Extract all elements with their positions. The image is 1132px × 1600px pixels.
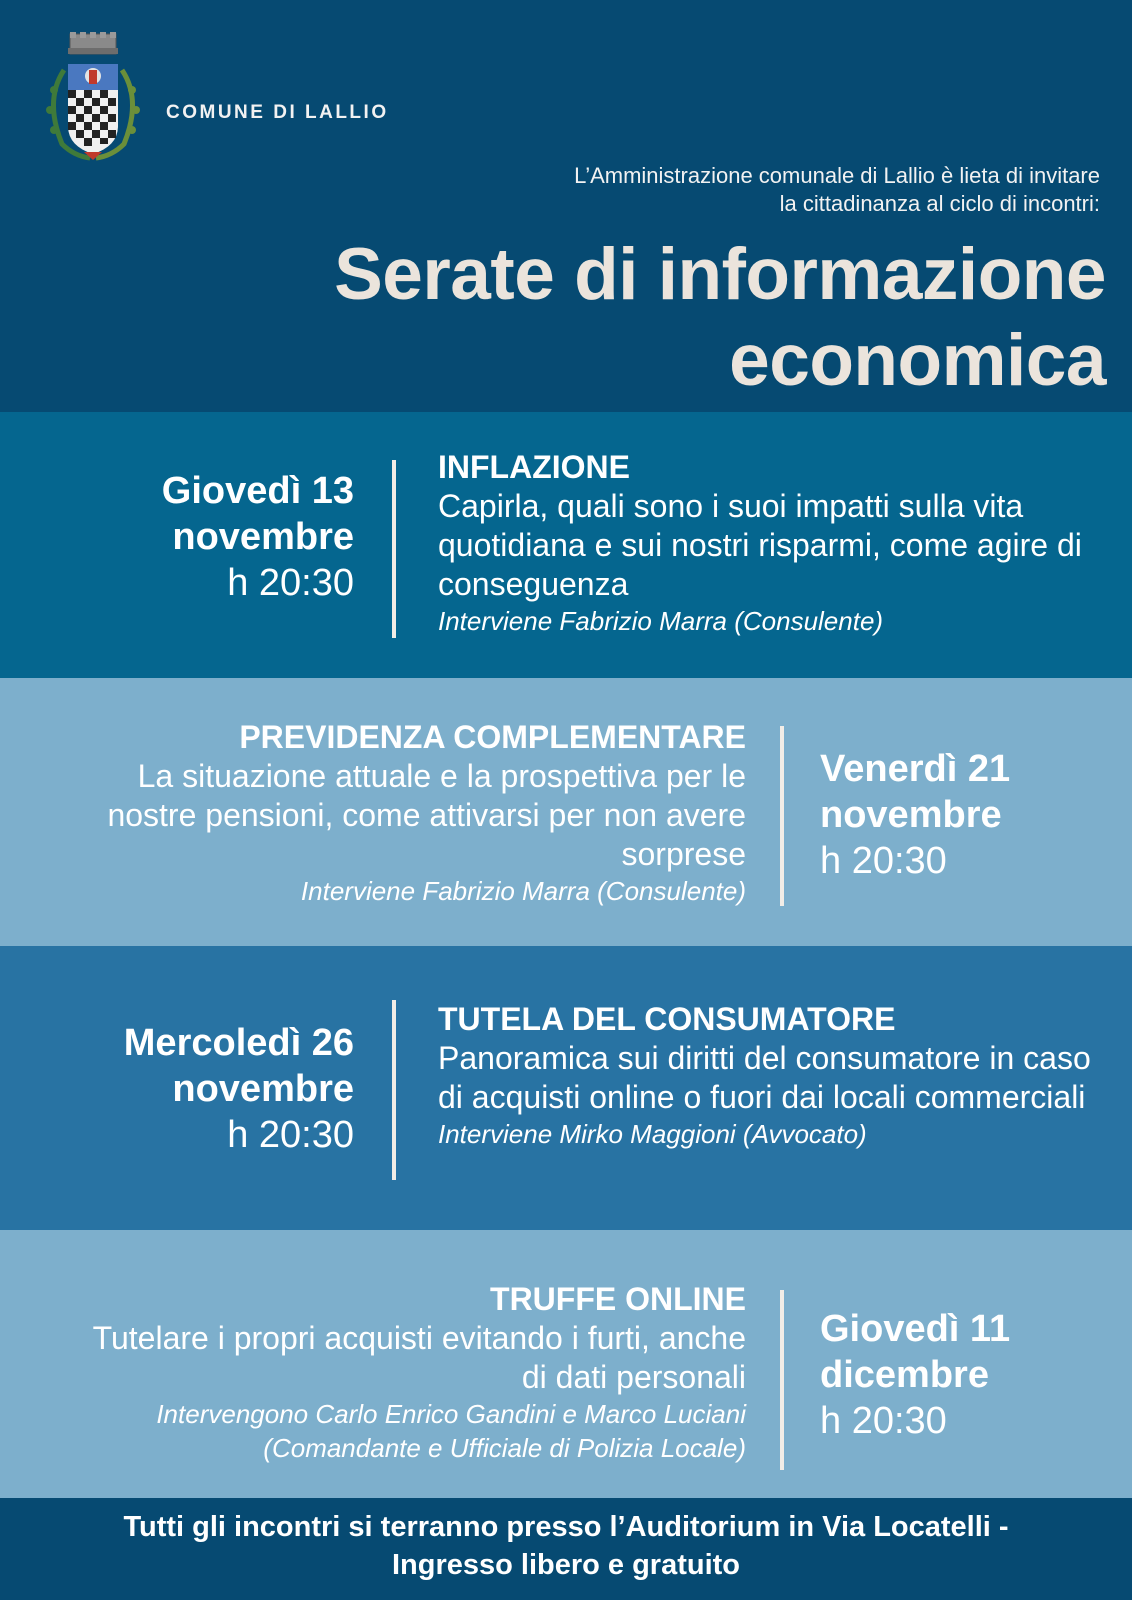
event-date xyxy=(820,746,1120,884)
event-speaker: Interviene Fabrizio Marra (Consulente) xyxy=(300,876,746,906)
divider xyxy=(780,726,784,906)
footer-line: Ingresso libero e gratuito xyxy=(391,1549,741,1581)
event-topic: PREVIDENZA COMPLEMENTARE xyxy=(239,719,746,755)
event-inflazione xyxy=(0,412,1132,678)
coat-of-arms-icon xyxy=(40,30,146,162)
title-line: economica xyxy=(729,320,1106,401)
event-details xyxy=(66,1280,746,1465)
divider xyxy=(780,1290,784,1470)
event-truffe xyxy=(0,1230,1132,1498)
event-description: Panoramica sui diritti del consumatore in caso di acquisti online o fuori dai locali commerciali xyxy=(438,1040,1091,1115)
divider xyxy=(392,1000,396,1180)
event-day: Giovedì 13 xyxy=(161,470,354,512)
event-speaker: Interviene Mirko Maggioni (Avvocato) xyxy=(438,1119,867,1149)
divider xyxy=(392,460,396,638)
event-time: h 20:30 xyxy=(227,562,354,604)
title-line: Serate di informazione xyxy=(334,234,1106,315)
event-day: Giovedì 11 xyxy=(820,1308,1011,1350)
event-month: novembre xyxy=(172,516,354,558)
poster-header xyxy=(0,0,1132,412)
event-date xyxy=(24,468,354,606)
page-title xyxy=(206,232,1106,404)
event-topic: TRUFFE ONLINE xyxy=(490,1281,746,1317)
event-speaker: Intervengono Carlo Enrico Gandini e Marco Luciani (Comandante e Ufficiale di Polizia Locale) xyxy=(156,1399,746,1463)
event-description: La situazione attuale e la prospettiva per le nostre pensioni, come attivarsi per non avere sorprese xyxy=(107,758,746,872)
event-details xyxy=(66,718,746,908)
event-details xyxy=(438,448,1118,638)
event-month: dicembre xyxy=(820,1354,989,1396)
event-time: h 20:30 xyxy=(227,1114,354,1156)
event-time: h 20:30 xyxy=(820,1400,947,1442)
event-previdenza xyxy=(0,678,1132,946)
event-date xyxy=(24,1020,354,1158)
footer-note xyxy=(0,1498,1132,1600)
event-day: Mercoledì 26 xyxy=(123,1022,354,1064)
intro-line: la cittadinanza al ciclo di incontri: xyxy=(779,191,1100,216)
event-topic: TUTELA DEL CONSUMATORE xyxy=(438,1001,896,1037)
event-description: Tutelare i propri acquisti evitando i furti, anche di dati personali xyxy=(92,1320,746,1395)
intro-text xyxy=(400,162,1100,218)
town-name: COMUNE DI LALLIO xyxy=(166,102,389,123)
event-month: novembre xyxy=(820,794,1002,836)
event-details xyxy=(438,1000,1118,1151)
event-topic: INFLAZIONE xyxy=(438,449,630,485)
event-month: novembre xyxy=(172,1068,354,1110)
event-date xyxy=(820,1306,1120,1444)
event-consumatore xyxy=(0,946,1132,1230)
event-speaker: Interviene Fabrizio Marra (Consulente) xyxy=(438,606,884,636)
footer-line: Tutti gli incontri si terranno presso l’Auditorium in Via Locatelli - xyxy=(123,1511,1009,1543)
event-day: Venerdì 21 xyxy=(820,748,1011,790)
event-description: Capirla, quali sono i suoi impatti sulla vita quotidiana e sui nostri risparmi, come agire di conseguenza xyxy=(438,488,1082,602)
intro-line: L’Amministrazione comunale di Lallio è lieta di invitare xyxy=(574,163,1100,188)
event-time: h 20:30 xyxy=(820,840,947,882)
